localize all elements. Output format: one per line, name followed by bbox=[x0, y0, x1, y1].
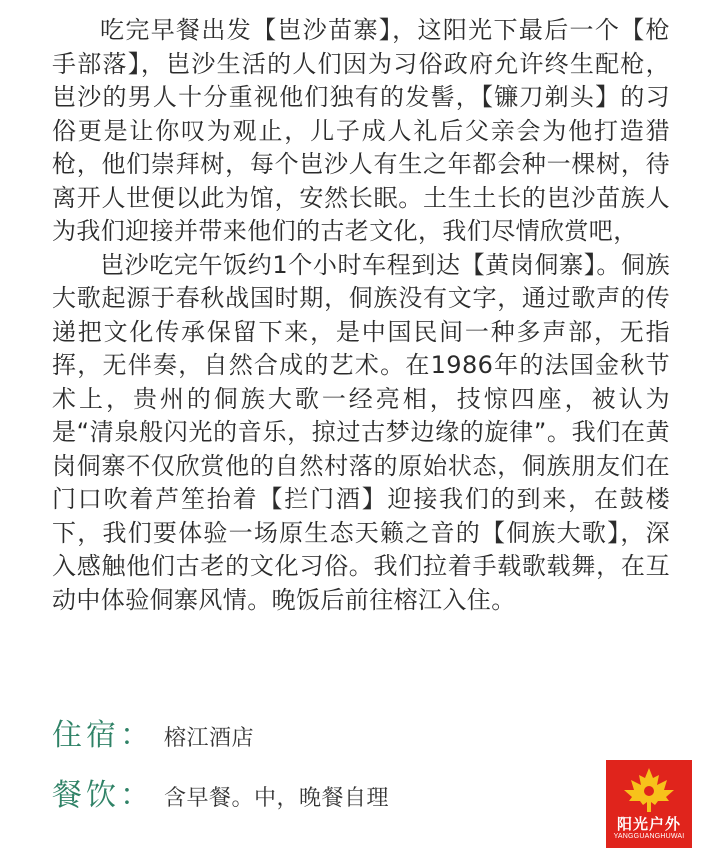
paragraph-bashamiaozhai: 吃完早餐出发【岜沙苗寨】，这阳光下最后一个【枪手部落】，岜沙生活的人们因为习俗政府允许终生配枪，岜沙的男人十分重视他们独有的发髻，【镰刀剃头】的习俗更是让你叹为观止，儿子成人礼后父亲会为他打造猎枪，他们崇拜树，每个岜沙人有生之年都会种一棵树，待离开人世便以此为馆，安然长眠。土生土长的岜沙苗族人为我们迎接并带来他们的古老文化，我们尽情欣赏吧， bbox=[52, 16, 670, 245]
article-body bbox=[52, 14, 670, 617]
logo-name-cn: 阳光户外 bbox=[616, 815, 681, 833]
logo-name-en: YANGGUANGHUWAI bbox=[613, 833, 685, 840]
accommodation-row bbox=[52, 710, 254, 754]
meals-row bbox=[52, 770, 389, 814]
meals-value: 含早餐。中，晚餐自理 bbox=[164, 786, 390, 811]
paragraph-huanggangdongzhai: 岜沙吃完午饭约1个小时车程到达【黄岗侗寨】。侗族大歌起源于春秋战国时期，侗族没有文字，通过歌声的传递把文化传承保留下来，是中国民间一种多声部，无指挥，无伴奏，自然合成的艺术。在1986年的法国金秋节术上，贵州的侗族大歌一经亮相，技惊四座，被认为是“清泉般闪光的音乐，掠过古梦边缘的旋律”。我们在黄岗侗寨不仅欣赏他的自然村落的原始状态，侗族朋友们在门口吹着芦笙抬着【拦门酒】迎接我们的到来，在鼓楼下，我们要体验一场原生态天籁之音的【侗族大歌】，深入感触他们古老的文化习俗。我们拉着手载歌载舞，在互动中体验侗寨风情。晚饭后前往榕江入住。 bbox=[52, 250, 670, 614]
meals-label: 餐饮： bbox=[52, 778, 154, 813]
maple-leaf-icon bbox=[622, 766, 676, 814]
brand-logo bbox=[606, 760, 692, 848]
accommodation-value: 榕江酒店 bbox=[164, 726, 255, 751]
accommodation-label: 住宿： bbox=[52, 718, 154, 753]
